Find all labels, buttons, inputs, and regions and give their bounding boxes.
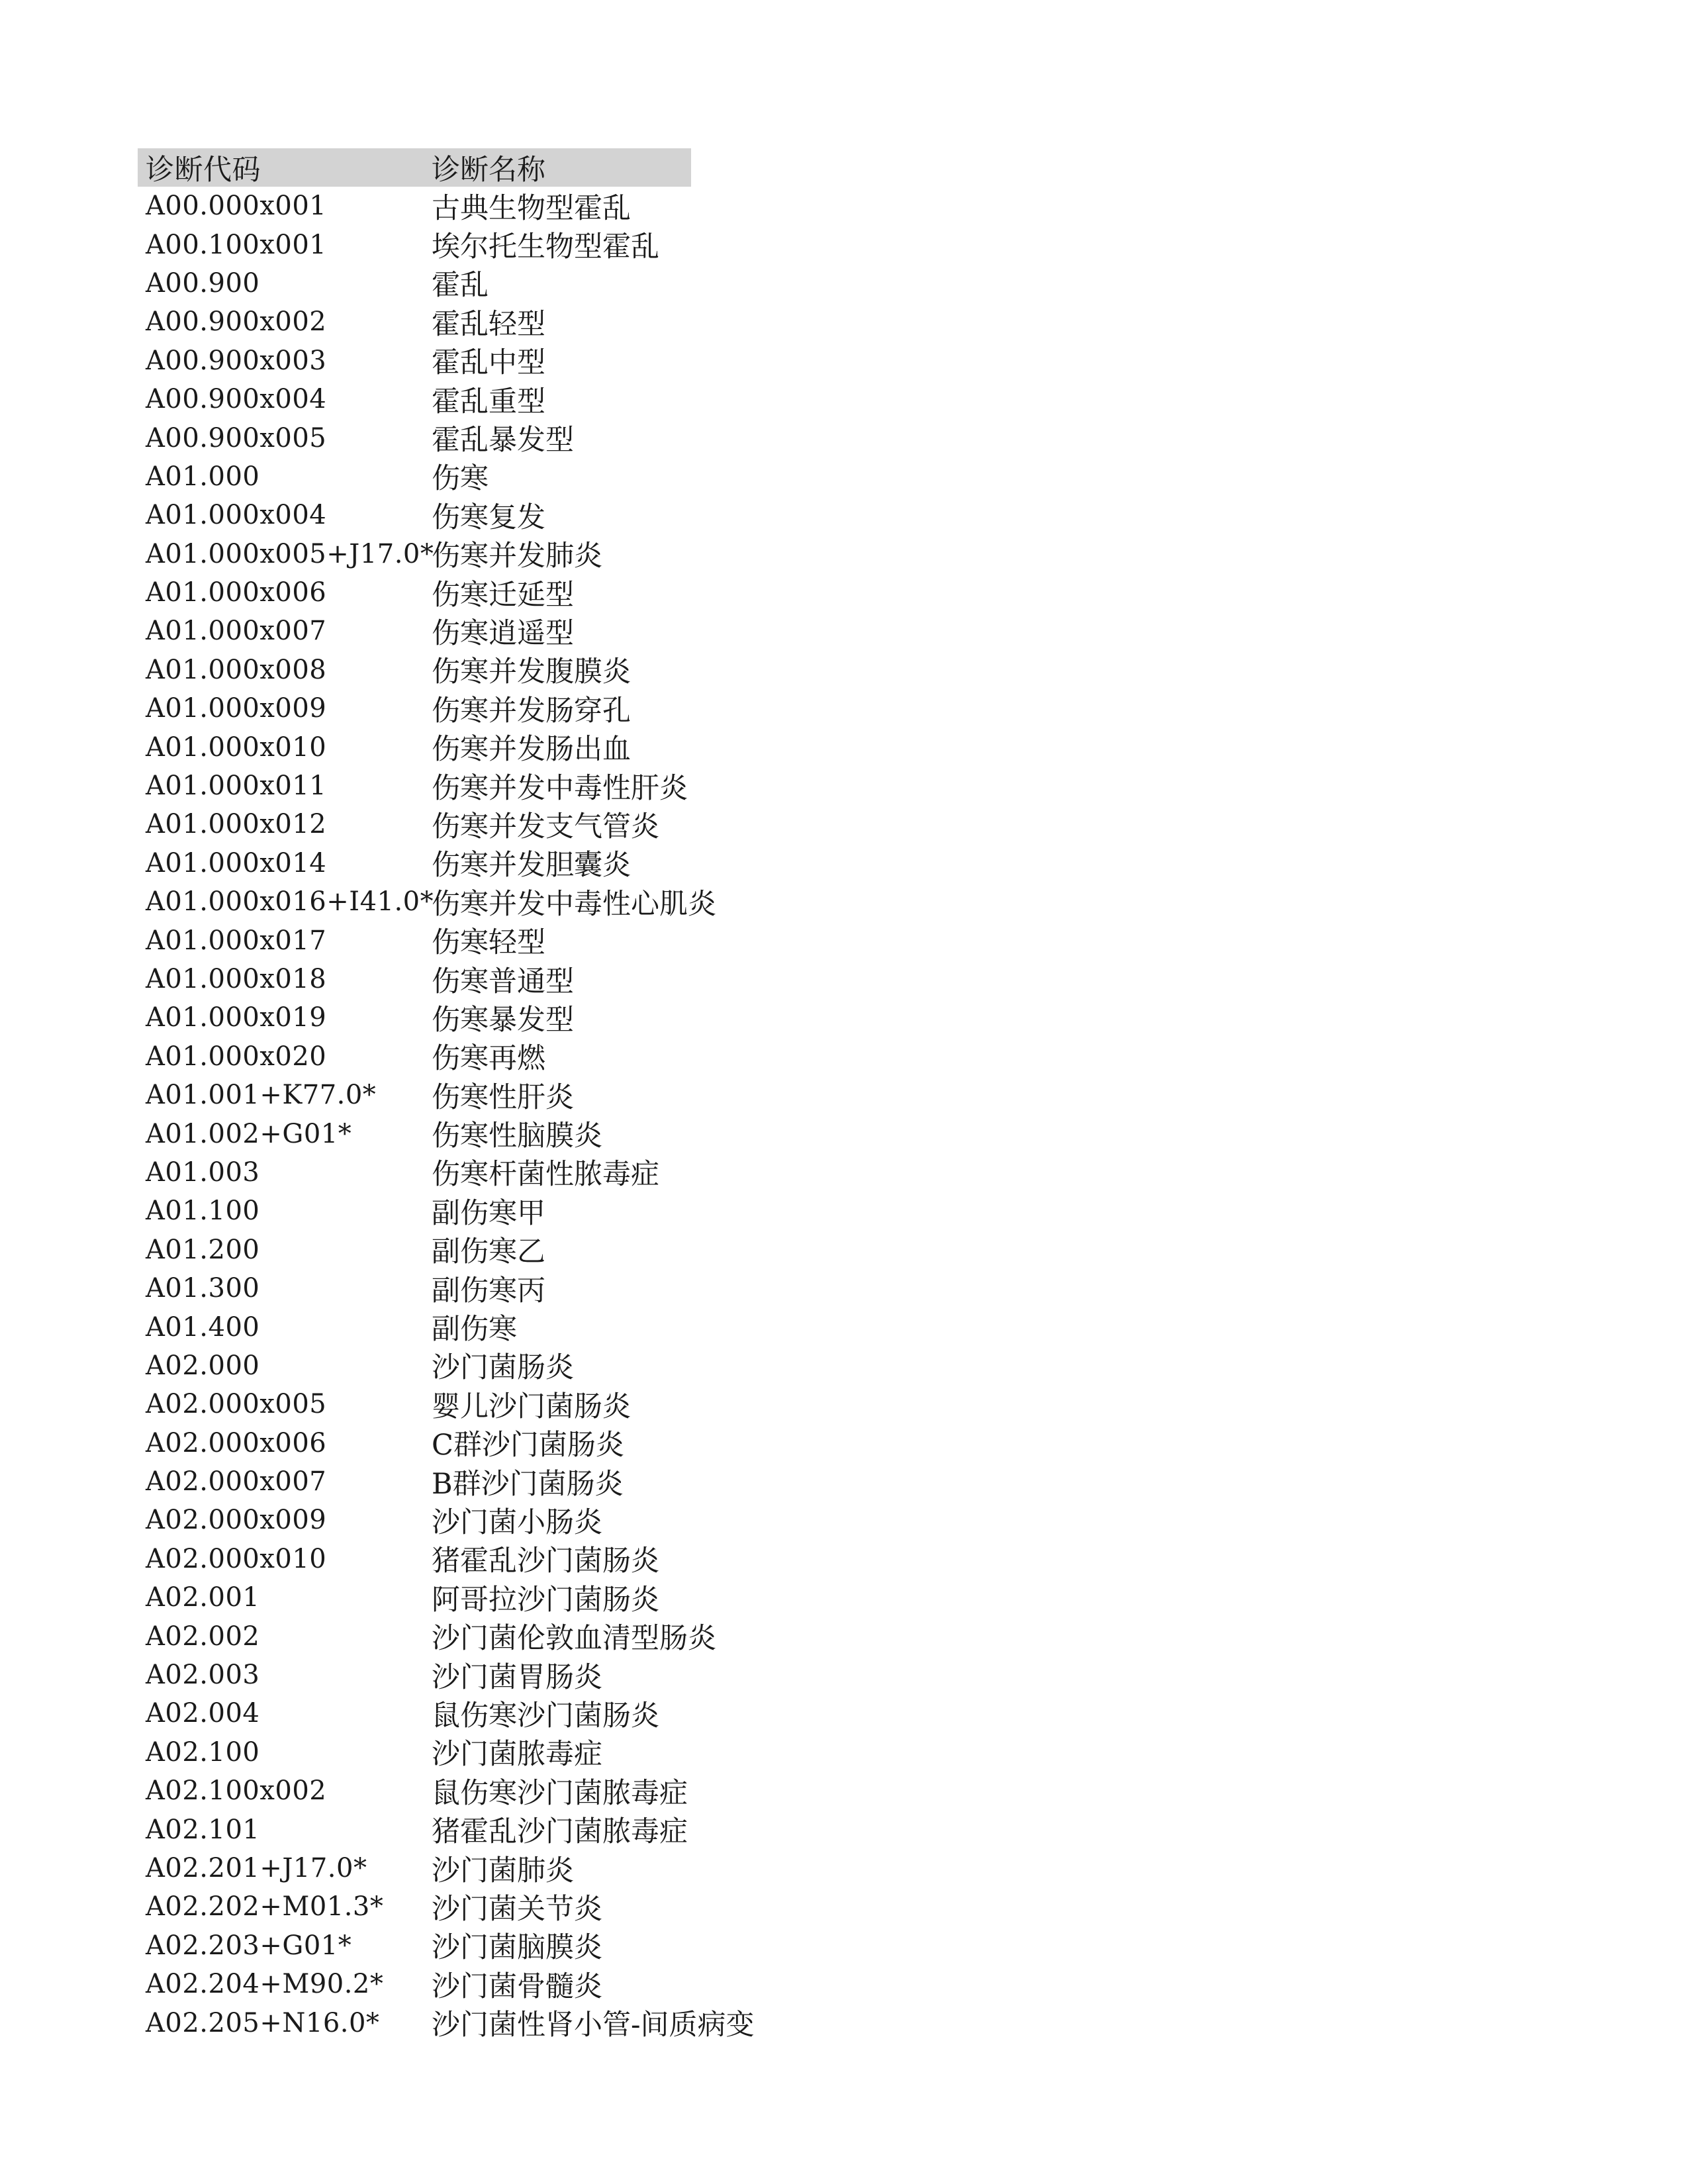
table-row xyxy=(138,1114,932,1153)
diagnosis-code: A01.000x017 xyxy=(146,925,327,956)
table-row xyxy=(138,921,932,959)
table-row xyxy=(138,1733,932,1772)
table-row xyxy=(138,1578,932,1617)
table-row xyxy=(138,225,932,263)
diagnosis-name: B群沙门菌肠炎 xyxy=(432,1467,624,1501)
table-row xyxy=(138,496,932,534)
diagnosis-name: 霍乱中型 xyxy=(432,346,545,380)
diagnosis-name: 猪霍乱沙门菌脓毒症 xyxy=(432,1815,688,1849)
table-row xyxy=(138,1269,932,1307)
diagnosis-code: A00.900x005 xyxy=(146,422,327,453)
table-row xyxy=(138,1424,932,1462)
diagnosis-name: 伤寒 xyxy=(432,462,489,496)
table-row xyxy=(138,651,932,689)
diagnosis-name: 猪霍乱沙门菌肠炎 xyxy=(432,1544,659,1578)
table-row xyxy=(138,303,932,341)
table-row xyxy=(138,882,932,921)
table-row xyxy=(138,2003,932,2042)
diagnosis-name: 伤寒复发 xyxy=(432,500,545,534)
diagnosis-code: A02.201+J17.0* xyxy=(146,1852,367,1883)
table-row xyxy=(138,1887,932,1926)
diagnosis-name: 伤寒暴发型 xyxy=(432,1003,574,1037)
diagnosis-name: 埃尔托生物型霍乱 xyxy=(432,230,659,264)
header-code: 诊断代码 xyxy=(146,153,261,187)
diagnosis-name: 沙门菌骨髓炎 xyxy=(432,1970,602,2003)
table-row xyxy=(138,1153,932,1192)
table-row xyxy=(138,767,932,805)
diagnosis-name: 阿哥拉沙门菌肠炎 xyxy=(432,1583,659,1617)
diagnosis-code: A01.002+G01* xyxy=(146,1118,352,1149)
diagnosis-code: A01.100 xyxy=(146,1196,260,1227)
diagnosis-name: 伤寒杆菌性脓毒症 xyxy=(432,1158,659,1192)
diagnosis-code: A01.000x006 xyxy=(146,577,327,608)
diagnosis-code: A01.000x009 xyxy=(146,693,327,724)
diagnosis-code: A01.000x005+J17.0* xyxy=(146,538,434,569)
diagnosis-code: A02.000 xyxy=(146,1350,260,1381)
diagnosis-code: A01.200 xyxy=(146,1234,260,1265)
diagnosis-code: A01.000x007 xyxy=(146,616,327,647)
diagnosis-name: 霍乱暴发型 xyxy=(432,424,574,457)
diagnosis-code: A00.000x001 xyxy=(146,191,327,222)
diagnosis-name: 伤寒轻型 xyxy=(432,926,545,960)
table-row xyxy=(138,1231,932,1269)
diagnosis-name: 伤寒普通型 xyxy=(432,965,574,998)
table-header xyxy=(138,148,691,187)
diagnosis-name: 霍乱重型 xyxy=(432,385,545,418)
table-row xyxy=(138,1307,932,1346)
diagnosis-name: 鼠伤寒沙门菌脓毒症 xyxy=(432,1776,688,1810)
table-row xyxy=(138,1540,932,1578)
diagnosis-name: 副伤寒 xyxy=(432,1313,517,1347)
table-row xyxy=(138,1617,932,1655)
diagnosis-code: A01.000x008 xyxy=(146,654,327,685)
diagnosis-code: A01.003 xyxy=(146,1157,260,1188)
diagnosis-code: A01.000x010 xyxy=(146,732,327,763)
diagnosis-name: 伤寒逍遥型 xyxy=(432,617,574,650)
diagnosis-name: 副伤寒甲 xyxy=(432,1196,545,1230)
diagnosis-code: A01.400 xyxy=(146,1311,260,1343)
diagnosis-name: 伤寒并发腹膜炎 xyxy=(432,655,631,689)
diagnosis-code: A02.001 xyxy=(146,1582,260,1613)
diagnosis-name: 沙门菌性肾小管-间质病变 xyxy=(432,2009,755,2042)
table-row xyxy=(138,998,932,1037)
table-row xyxy=(138,1849,932,1887)
diagnosis-code: A01.000x019 xyxy=(146,1002,327,1033)
diagnosis-name: 伤寒性脑膜炎 xyxy=(432,1119,602,1153)
diagnosis-code: A00.900 xyxy=(146,267,260,299)
diagnosis-code: A01.001+K77.0* xyxy=(146,1080,377,1111)
diagnosis-name: 伤寒并发肠出血 xyxy=(432,733,631,767)
diagnosis-table xyxy=(138,148,932,2042)
diagnosis-name: 沙门菌小肠炎 xyxy=(432,1505,602,1539)
table-row xyxy=(138,380,932,418)
diagnosis-name: 沙门菌脑膜炎 xyxy=(432,1931,602,1965)
table-row xyxy=(138,960,932,998)
diagnosis-code: A01.000x011 xyxy=(146,771,327,802)
table-row xyxy=(138,457,932,496)
diagnosis-code: A02.000x005 xyxy=(146,1389,327,1420)
diagnosis-name: 沙门菌关节炎 xyxy=(432,1892,602,1926)
diagnosis-code: A00.900x002 xyxy=(146,307,327,338)
table-row xyxy=(138,264,932,303)
diagnosis-code: A02.202+M01.3* xyxy=(146,1891,384,1923)
header-name: 诊断名称 xyxy=(432,153,545,187)
diagnosis-name: 婴儿沙门菌肠炎 xyxy=(432,1390,631,1423)
diagnosis-name: 鼠伤寒沙门菌肠炎 xyxy=(432,1699,659,1733)
diagnosis-code: A01.000x004 xyxy=(146,500,327,531)
diagnosis-name: C群沙门菌肠炎 xyxy=(432,1429,624,1462)
table-row xyxy=(138,1192,932,1230)
diagnosis-name: 霍乱轻型 xyxy=(432,307,545,341)
table-row xyxy=(138,844,932,882)
table-row xyxy=(138,612,932,650)
table-row xyxy=(138,573,932,612)
diagnosis-name: 沙门菌伦敦血清型肠炎 xyxy=(432,1622,716,1656)
diagnosis-code: A02.100 xyxy=(146,1736,260,1768)
table-row xyxy=(138,535,932,573)
diagnosis-name: 伤寒性肝炎 xyxy=(432,1080,574,1114)
table-row xyxy=(138,418,932,457)
diagnosis-code: A00.900x003 xyxy=(146,345,327,376)
table-row xyxy=(138,1076,932,1114)
diagnosis-code: A01.000x014 xyxy=(146,847,327,878)
diagnosis-name: 伤寒并发中毒性心肌炎 xyxy=(432,887,716,921)
table-row xyxy=(138,187,932,225)
table-row xyxy=(138,1347,932,1385)
diagnosis-code: A02.002 xyxy=(146,1621,260,1652)
diagnosis-name: 副伤寒乙 xyxy=(432,1235,545,1269)
diagnosis-name: 伤寒再燃 xyxy=(432,1042,545,1076)
table-row xyxy=(138,1694,932,1733)
diagnosis-code: A02.101 xyxy=(146,1814,260,1845)
table-row xyxy=(138,689,932,728)
diagnosis-name: 沙门菌肺炎 xyxy=(432,1854,574,1887)
diagnosis-code: A02.100x002 xyxy=(146,1776,327,1807)
diagnosis-name: 伤寒并发中毒性肝炎 xyxy=(432,771,688,805)
table-row xyxy=(138,1462,932,1501)
diagnosis-code: A02.004 xyxy=(146,1698,260,1729)
table-row xyxy=(138,728,932,766)
table-row xyxy=(138,1926,932,1965)
diagnosis-name: 沙门菌肠炎 xyxy=(432,1351,574,1385)
table-row xyxy=(138,1810,932,1848)
diagnosis-name: 霍乱 xyxy=(432,269,489,303)
diagnosis-code: A02.000x009 xyxy=(146,1505,327,1536)
table-row xyxy=(138,1965,932,2003)
table-row xyxy=(138,1772,932,1810)
diagnosis-code: A01.000x020 xyxy=(146,1041,327,1072)
diagnosis-name: 伤寒迁延型 xyxy=(432,578,574,612)
diagnosis-code: A02.204+M90.2* xyxy=(146,1969,384,2000)
diagnosis-code: A01.000x018 xyxy=(146,964,327,994)
diagnosis-code: A02.205+N16.0* xyxy=(146,2007,380,2038)
table-row xyxy=(138,805,932,843)
table-body xyxy=(138,187,932,2042)
diagnosis-code: A01.300 xyxy=(146,1273,260,1304)
diagnosis-code: A01.000x012 xyxy=(146,809,327,840)
diagnosis-name: 伤寒并发肠穿孔 xyxy=(432,694,631,728)
diagnosis-name: 伤寒并发胆囊炎 xyxy=(432,849,631,882)
table-row xyxy=(138,1385,932,1423)
diagnosis-code: A00.900x004 xyxy=(146,384,327,415)
diagnosis-name: 伤寒并发肺炎 xyxy=(432,540,602,573)
diagnosis-code: A02.003 xyxy=(146,1660,260,1691)
diagnosis-code: A02.000x006 xyxy=(146,1427,327,1458)
diagnosis-name: 沙门菌胃肠炎 xyxy=(432,1660,602,1694)
diagnosis-name: 副伤寒丙 xyxy=(432,1274,545,1307)
table-row xyxy=(138,1656,932,1694)
table-row xyxy=(138,342,932,380)
diagnosis-code: A01.000 xyxy=(146,461,260,492)
table-row xyxy=(138,1501,932,1539)
diagnosis-name: 古典生物型霍乱 xyxy=(432,191,631,225)
diagnosis-code: A00.100x001 xyxy=(146,229,327,260)
diagnosis-name: 伤寒并发支气管炎 xyxy=(432,810,659,843)
diagnosis-code: A02.000x010 xyxy=(146,1543,327,1574)
diagnosis-code: A01.000x016+I41.0* xyxy=(146,886,434,918)
diagnosis-name: 沙门菌脓毒症 xyxy=(432,1738,602,1772)
diagnosis-code: A02.203+G01* xyxy=(146,1930,352,1961)
diagnosis-code: A02.000x007 xyxy=(146,1466,327,1497)
table-row xyxy=(138,1037,932,1076)
